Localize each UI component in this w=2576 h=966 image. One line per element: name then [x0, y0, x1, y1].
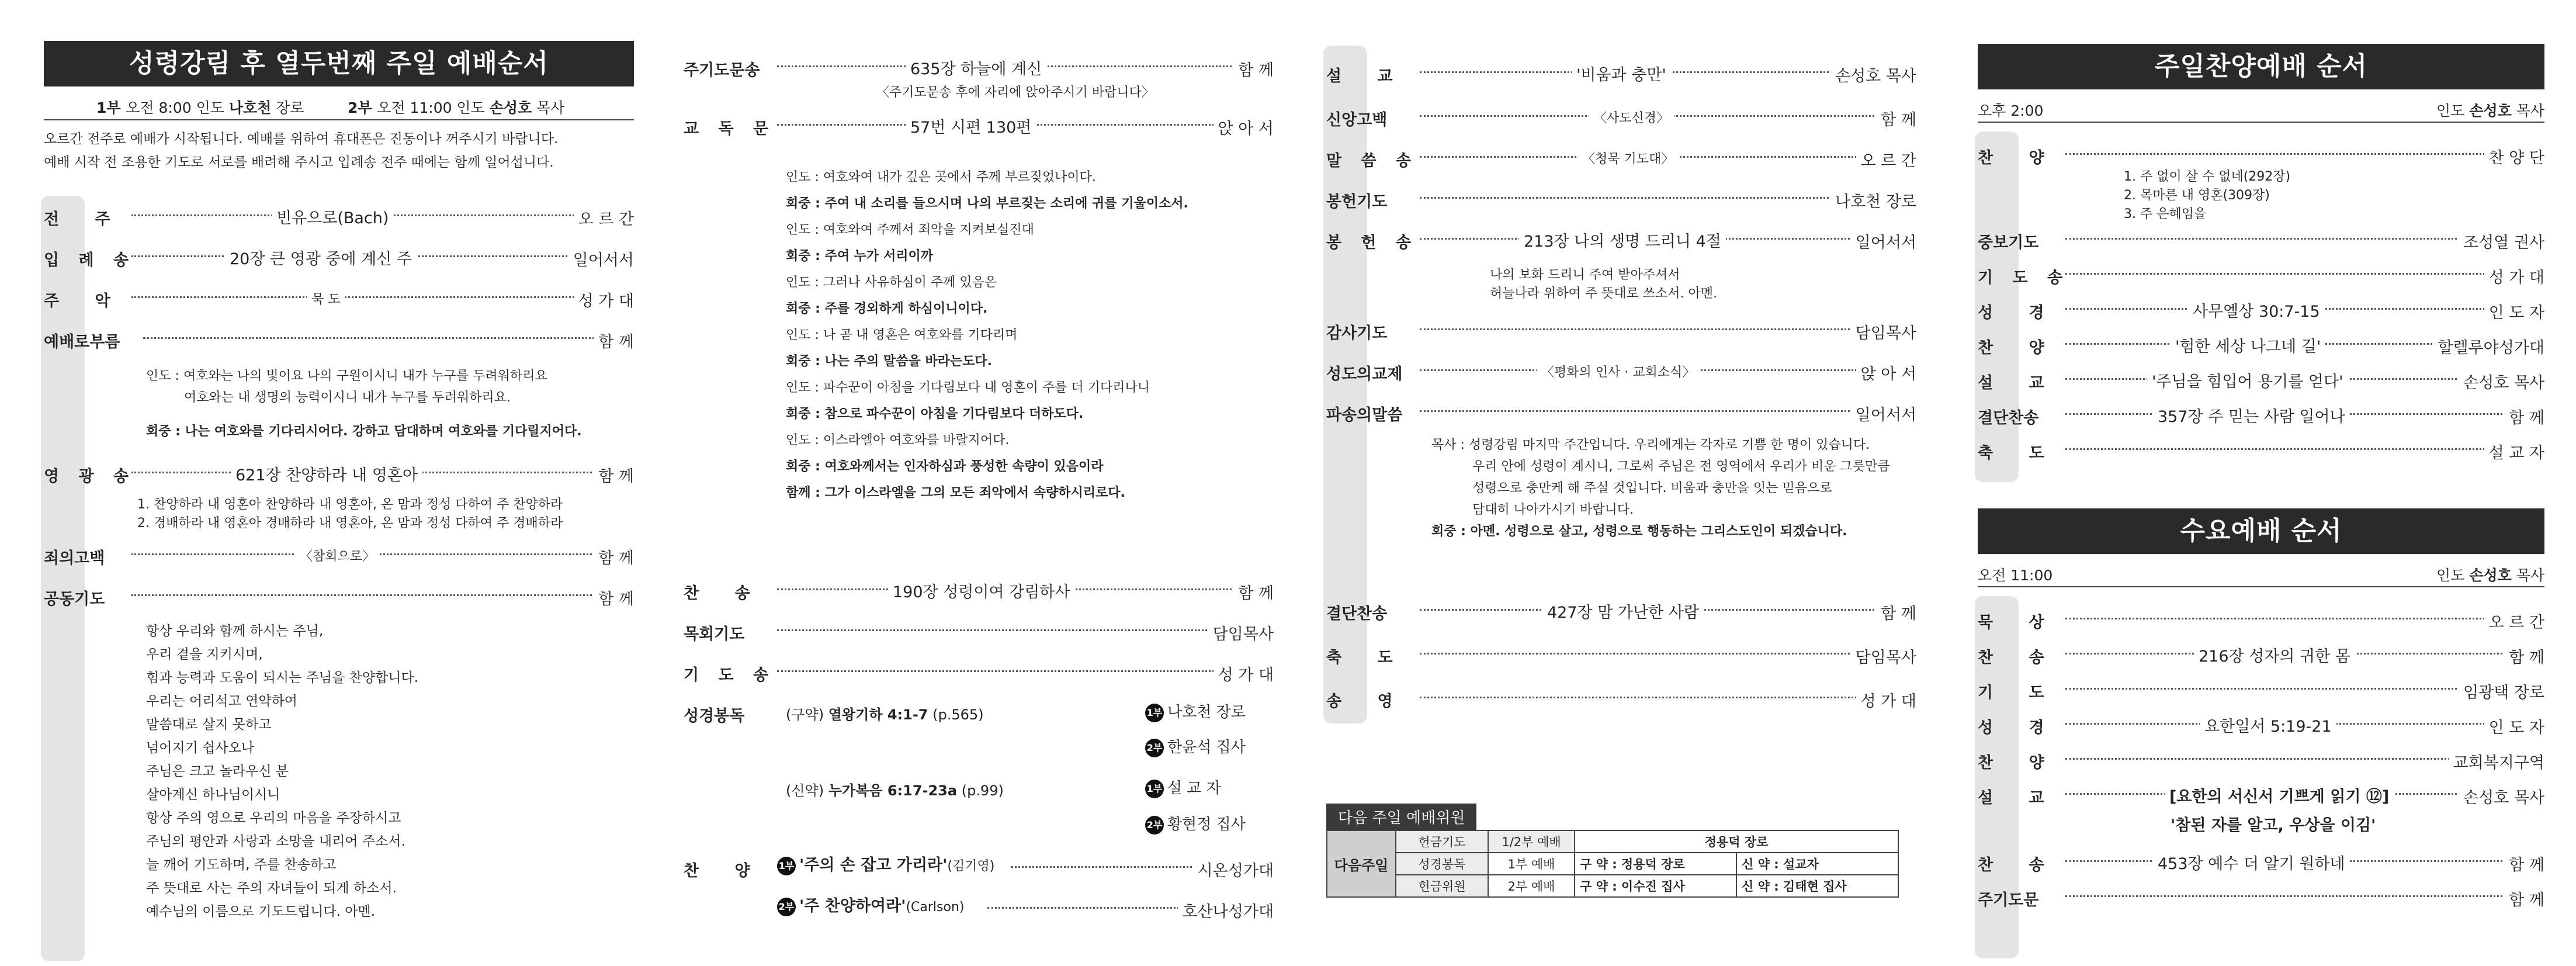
call-response: 회중 : 나는 여호와를 기다리시어다. 강하고 담대하며 여호와를 기다릴지어다. — [146, 424, 582, 439]
order-row: 신앙고백 〈사도신경〉 함 께 — [1326, 102, 1916, 131]
reading-ot: (구약) 열왕기하 4:1-7 (p.565) — [786, 707, 984, 723]
afternoon-title: 주일찬양예배 순서 — [1978, 44, 2544, 89]
reader-1: 1부 나호천 장로 — [1145, 700, 1246, 722]
order-row: 공동기도 함 께 — [44, 581, 634, 611]
order-row: 결단찬송 427장 맘 가난한 사람 함 께 — [1326, 596, 1916, 625]
offertory-line-1: 나의 보화 드리니 주여 받아주셔서 — [1490, 268, 1680, 282]
order-row: 말 씀 송 〈청묵 기도대〉 오 르 간 — [1326, 143, 1916, 172]
sending-words: 목사 : 성령강림 마지막 주간입니다. 우리에게는 각자로 기쁨 한 명이 있습니다. 우리 안에 성령이 계시니, 그로써 주님은 전 영역에서 우리가 비운 그릇만큼 성령으로 충만케 해 주실 것입니다. 비움과 충만을 잇는 믿음으로 담대히 나아가시기 바랍니다. 회중 : 아멘. 성령으로 살고, 성령으로 행동하는 그리스도인이 되겠습니다. — [1431, 438, 1890, 539]
next-week-table: 다음주일 헌금기도 1/2부 예배 정용덕 장로 성경봉독 1부 예배 구 약 : 정용덕 장로 신 약 : 설교자 헌금위원 2부 예배 구 약 : 이수진 집사 신 약 : 김태현 집사 — [1326, 830, 1899, 898]
reader-2: 2부 한윤석 집사 — [1145, 735, 1246, 757]
order-row: 주기도문 함 께 — [1978, 882, 2544, 912]
order-row: 묵 상 오 르 간 — [1978, 605, 2544, 634]
wednesday-time: 오전 11:00 — [1978, 567, 2053, 584]
order-row: 찬 양 '험한 세상 나그네 길' 할렐루야성가대 — [1978, 330, 2544, 359]
order-row: 설 교 [요한의 서신서 기쁘게 읽기 ⑫] 손성호 목사 — [1978, 780, 2544, 809]
order-row: 죄의고백 〈참회으로〉 함 께 — [44, 541, 634, 570]
glory-verse-2: 2. 경배하라 내 영혼아 경배하라 내 영혼아, 온 맘과 정성 다하여 주 경배하라 — [137, 516, 563, 531]
service-1-info: 1부 오전 8:00 인도 나호천 장로 — [96, 99, 304, 116]
responsive-reading: 인도 : 여호와여 내가 깊은 곳에서 주께 부르짖었나이다. 회중 : 주여 내 소리를 들으시며 나의 부르짖는 소리에 귀를 기울이소서. 인도 : 여호와여 주께서 죄악을 지켜보실진대 회중 : 주여 누가 서리이까 인도 : 그러나 사유하심이 주께 있음은 회중 : 주를 경외하게 하심이니이다. 인도 : 나 곧 내 영혼은 여호와를 기다리며 회중 : 나는 주의 말씀을 바라는도다. 인도 : 파수꾼이 아침을 기다림보다 내 영혼이 주를 더 기다리나니 회중 : 참으로 파수꾼이 아침을 기다림보다 더하도다. 인도 : 이스라엘아 여호와를 바랄지어다. 회중 : 여호와께서는 인자하심과 풍성한 속량이 있음이라 함께 : 그가 이스라엘을 그의 모든 죄악에서 속량하시리로다. — [786, 170, 1188, 500]
intro-line-1: 오르간 전주로 예배가 시작됩니다. 예배를 위하여 휴대폰은 진동이나 꺼주시기 바랍니다. — [44, 131, 559, 147]
order-row: 찬 양 1부 '주의 손 잡고 가리라'(김기영) 시온성가대 — [684, 853, 1274, 882]
order-row: 기 도 임광택 장로 — [1978, 675, 2544, 704]
call-leader-2: 여호와는 내 생명의 능력이시니 내가 누구를 두려워하리요. — [184, 390, 511, 405]
order-row: 예배로부름 함 께 — [44, 324, 634, 354]
order-row: 교 독 문 57번 시편 130편 앉 아 서 — [684, 111, 1274, 140]
page-title: 성령강림 후 열두번째 주일 예배순서 — [44, 41, 634, 86]
order-row: 찬 송 453장 예수 더 알기 원하네 함 께 — [1978, 847, 2544, 877]
order-row: 중보기도 조성열 권사 — [1978, 225, 2544, 254]
column-3 — [1326, 0, 1916, 966]
divider — [44, 119, 634, 120]
order-row: 파송의말씀 일어서서 — [1326, 397, 1916, 427]
order-row: 설 교 '비움과 충만' 손성호 목사 — [1326, 58, 1916, 88]
next-week-title: 다음 주일 예배위원 — [1326, 804, 1476, 830]
prayer-text: 항상 우리와 함께 하시는 주님, 우리 곁을 지키시며, 힘과 능력과 도움이 되시는 주님을 찬양합니다. 우리는 어리석고 연약하여 말씀대로 살지 못하고 넘어지기 쉽사오나 주님은 크고 놀라우신 분 살아계신 하나님이시니 항상 주의 영으로 우리의 마음을 주장하시고 주님의 평안과 사랑과 소망을 내리어 주소서. 늘 깨어 기도하며, 주를 찬송하고 주 뜻대로 사는 주의 자녀들이 되게 하소서. 예수님의 이름으로 기도드립니다. 아멘. — [146, 624, 419, 919]
order-row: 송 영 성 가 대 — [1326, 684, 1916, 713]
lordsprayer-note: 〈주기도문송 후에 자리에 앉아주시기 바랍니다〉 — [876, 85, 1154, 100]
order-row: 성 경 사무엘상 30:7-15 인 도 자 — [1978, 295, 2544, 324]
order-row: 성 경 요한일서 5:19-21 인 도 자 — [1978, 710, 2544, 739]
order-row: 주 악 묵 도 성 가 대 — [44, 283, 634, 313]
order-row: 기 도 송 성 가 대 — [684, 657, 1274, 687]
order-row: 기 도 송 성 가 대 — [1978, 260, 2544, 289]
reader-3: 1부 설 교 자 — [1145, 776, 1221, 798]
order-row: 목회기도 담임목사 — [684, 617, 1274, 646]
order-row: 봉 헌 송 213장 나의 생명 드리니 4절 일어서서 — [1326, 225, 1916, 254]
wednesday-leader: 인도 손성호 목사 — [2436, 567, 2544, 584]
afternoon-time: 오후 2:00 — [1978, 102, 2044, 119]
afternoon-leader: 인도 손성호 목사 — [2436, 102, 2544, 119]
praise-songs: 1. 주 없이 살 수 없네(292장) 2. 목마른 내 영혼(309장) 3. 주 은혜임을 — [2124, 169, 2291, 221]
wednesday-sermon-title: '참된 자를 알고, 우상을 이김' — [2171, 816, 2376, 835]
order-row: 감사기도 담임목사 — [1326, 316, 1916, 345]
order-row: 찬 양 찬 양 단 — [1978, 140, 2544, 169]
order-row: 전 주 빈유으로(Bach) 오 르 간 — [44, 202, 634, 231]
order-row: 봉헌기도 나호천 장로 — [1326, 184, 1916, 213]
divider — [1978, 586, 2544, 587]
order-row: 축 도 설 교 자 — [1978, 435, 2544, 465]
anthem-2: 2부 '주 찬양하여라'(Carlson) 호산나성가대 — [684, 894, 1274, 923]
order-row: 주기도문송 635장 하늘에 계신 함 께 — [684, 53, 1274, 82]
intro-line-2: 예배 시작 전 조용한 기도로 서로를 배려해 주시고 입례송 전주 때에는 함께 일어섭니다. — [44, 155, 554, 170]
order-row: 성도의교제 〈평화의 인사 · 교회소식〉 앉 아 서 — [1326, 356, 1916, 386]
order-row: 축 도 담임목사 — [1326, 640, 1916, 669]
order-row: 찬 양 교회복지구역 — [1978, 745, 2544, 774]
glory-verse-1: 1. 찬양하라 내 영혼아 찬양하라 내 영혼아, 온 맘과 정성 다하여 주 찬양하라 — [137, 497, 563, 512]
order-row: 찬 송 216장 성자의 귀한 몸 함 께 — [1978, 640, 2544, 669]
order-row: 영 광 송 621장 찬양하라 내 영혼아 함 께 — [44, 459, 634, 488]
order-row: 찬 송 190장 성령이여 강림하사 함 께 — [684, 576, 1274, 605]
column-4 — [1978, 0, 2544, 966]
order-row: 설 교 '주님을 힘입어 용기를 얻다' 손성호 목사 — [1978, 365, 2544, 394]
column-1 — [44, 0, 634, 966]
reader-4: 2부 황현정 집사 — [1145, 812, 1246, 835]
service-2-info: 2부 오전 11:00 인도 손성호 목사 — [348, 99, 565, 116]
divider — [1978, 122, 2544, 123]
reading-nt: (신약) 누가복음 6:17-23a (p.99) — [786, 783, 1004, 799]
order-row: 입 례 송 20장 큰 영광 중에 계신 주 일어서서 — [44, 243, 634, 272]
order-row: 성경봉독 — [684, 707, 745, 725]
column-2 — [684, 0, 1274, 966]
offertory-line-2: 허늘나라 위하여 주 뜻대로 쓰소서. 아멘. — [1490, 286, 1717, 301]
call-leader: 인도 : 여호와는 나의 빛이요 나의 구원이시니 내가 누구를 두려워하리요 — [146, 369, 547, 383]
wednesday-title: 수요예배 순서 — [1978, 508, 2544, 554]
order-row: 결단찬송 357장 주 믿는 사람 일어나 함 께 — [1978, 400, 2544, 430]
